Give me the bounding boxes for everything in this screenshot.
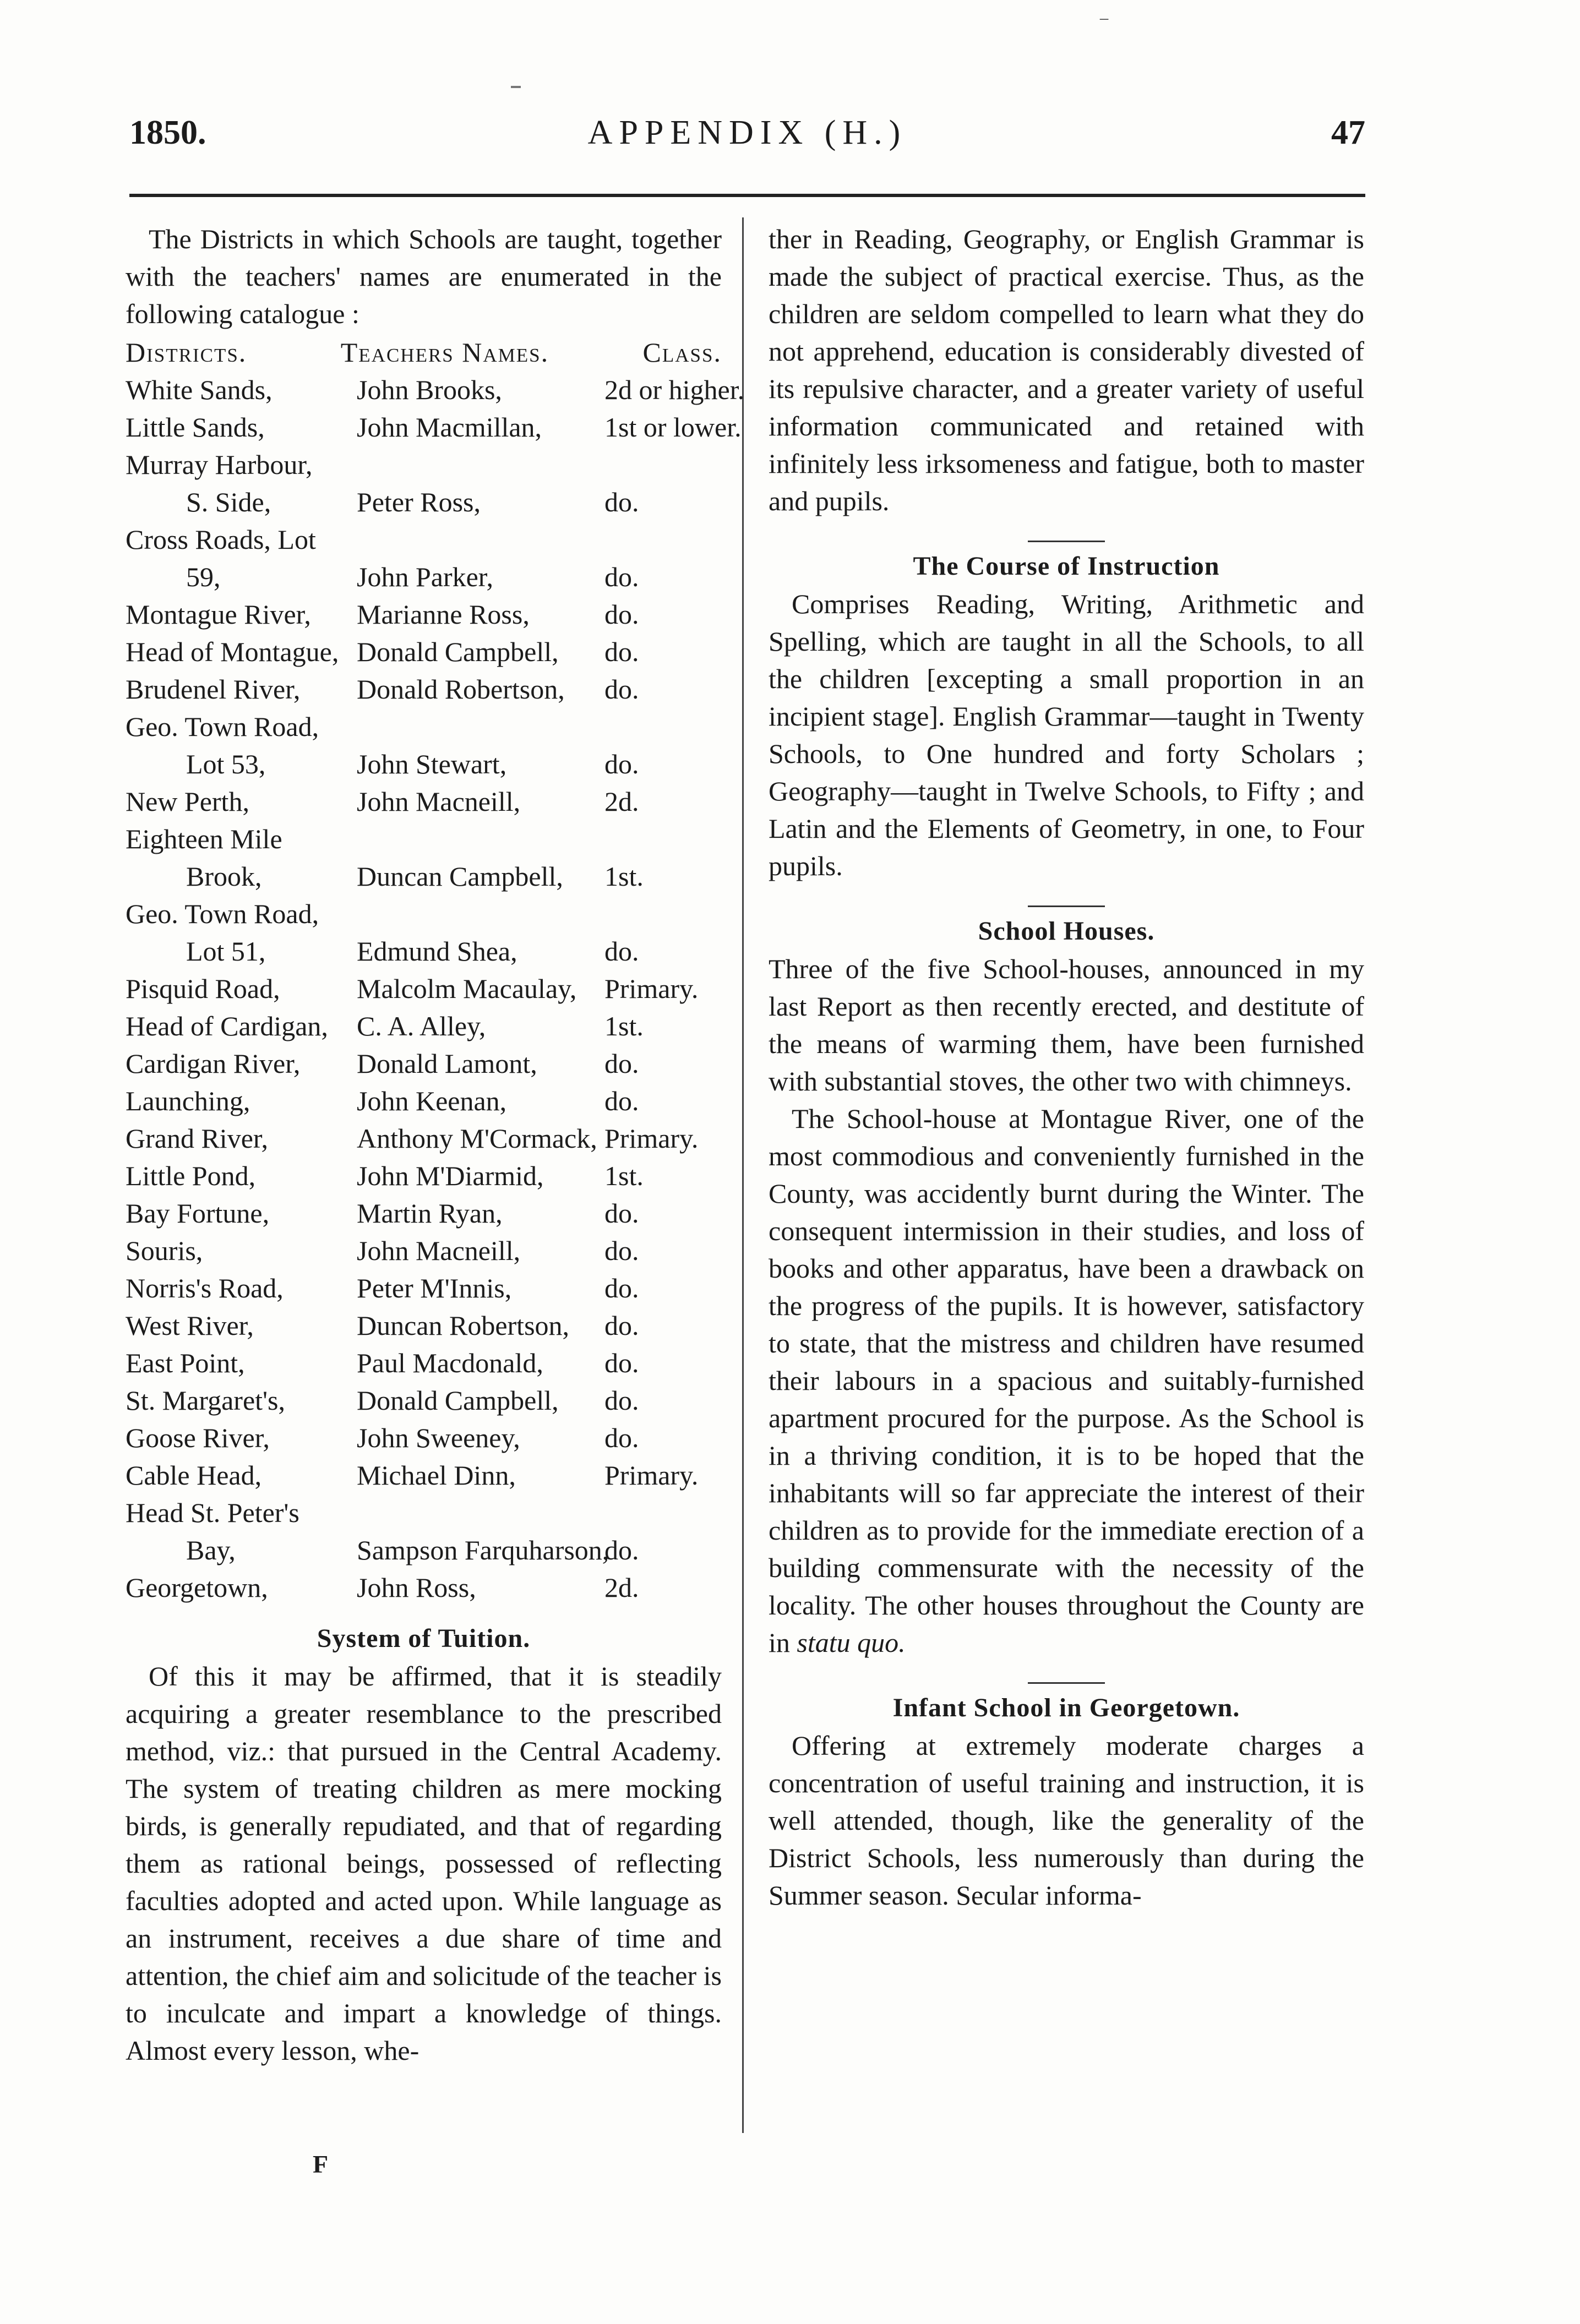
catalog-district: Montague River,	[126, 599, 311, 630]
catalog-teacher: John Macmillan,	[357, 412, 542, 443]
catalog-district: Geo. Town Road,	[126, 898, 319, 929]
catalog-row	[126, 1082, 722, 1120]
catalog-class: do.	[604, 1273, 639, 1303]
catalog-class: 1st.	[604, 1011, 644, 1041]
catalog-teacher: John M'Diarmid,	[357, 1160, 544, 1191]
catalog-class: do.	[604, 1422, 639, 1453]
catalog-district: Pisquid Road,	[126, 973, 280, 1004]
catalog-row	[126, 895, 722, 932]
catalog-teacher: Malcolm Macaulay,	[357, 973, 577, 1004]
catalog-teacher: Edmund Shea,	[357, 936, 517, 967]
catalog-teacher: Sampson Farquharson,	[357, 1535, 609, 1565]
catalog-row	[126, 1232, 722, 1269]
header-title: APPENDIX (H.)	[587, 114, 907, 151]
catalog-teacher: John Ross,	[357, 1572, 476, 1603]
section-rule	[1028, 905, 1105, 907]
catalog-row	[126, 371, 745, 408]
right-column	[769, 220, 1364, 1914]
catalog-district: 59,	[186, 561, 221, 592]
catalog-district: Cable Head,	[126, 1460, 262, 1491]
catalog-row	[126, 446, 722, 483]
catalog-district: Cardigan River,	[126, 1048, 301, 1079]
catalog-district: West River,	[126, 1310, 254, 1341]
column-divider	[742, 217, 744, 2133]
catalog-district: Norris's Road,	[126, 1273, 284, 1303]
page-number: 47	[1331, 114, 1365, 151]
catalog-row	[126, 670, 722, 708]
catalog-class: 1st.	[604, 1160, 644, 1191]
catalog-district: East Point,	[126, 1348, 245, 1378]
catalog-header-district: Districts.	[126, 337, 247, 368]
houses-text-1: Three of the five School-houses, announced in my last Report as then recently erected, and destitute of the means of warming them, have been furnished with substantial stoves, the other two with chimneys.	[769, 953, 1364, 1096]
catalog-district: Head St. Peter's	[126, 1497, 299, 1528]
catalog-district: Cross Roads, Lot	[126, 524, 316, 555]
catalog-class: do.	[604, 636, 639, 667]
catalog-row	[126, 1419, 722, 1456]
catalog-intro: The Districts in which Schools are taught, together with the teachers' names are enumerated in the following catalogue :	[126, 223, 722, 329]
section-rule	[1028, 1682, 1105, 1684]
infant-heading: Infant School in Georgetown.	[892, 1693, 1240, 1722]
catalog-teacher: Paul Macdonald,	[357, 1348, 543, 1378]
catalog-row	[126, 1569, 722, 1606]
catalog-class: do.	[604, 1048, 639, 1079]
catalog-row	[126, 483, 722, 521]
catalog-class: do.	[604, 1198, 639, 1229]
catalog-row	[126, 596, 722, 633]
catalog-row	[126, 1307, 722, 1344]
catalog-class: do.	[604, 1310, 639, 1341]
houses-heading: School Houses.	[978, 916, 1155, 946]
catalog-district: Head of Montague,	[126, 636, 339, 667]
catalog-district: Bay Fortune,	[126, 1198, 270, 1229]
catalog-row	[126, 1531, 722, 1569]
catalog-header-teacher: Teachers Names.	[340, 337, 549, 368]
catalog-teacher: Donald Campbell,	[357, 636, 559, 667]
catalog-row	[126, 858, 722, 895]
catalog-class: do.	[604, 1385, 639, 1416]
catalog-class: do.	[604, 487, 639, 517]
catalog-class: do.	[604, 1348, 639, 1378]
catalog-class: Primary.	[604, 973, 699, 1004]
catalog-row	[126, 1382, 722, 1419]
catalog-class: 2d or higher.	[604, 374, 745, 405]
infant-text: Offering at extremely moderate charges a concentration of useful training and instruction, it is well attended, though, like the generality of the District Schools, less numerously than during the Summer season. Secular informa-	[769, 1730, 1364, 1911]
catalog-district: Lot 53,	[186, 749, 266, 779]
catalog-row	[126, 970, 722, 1007]
tuition-heading: System of Tuition.	[317, 1624, 531, 1653]
catalog-teacher: John Brooks,	[357, 374, 502, 405]
catalog-district: White Sands,	[126, 374, 273, 405]
catalog-teacher: Marianne Ross,	[357, 599, 530, 630]
catalog-district: Murray Harbour,	[126, 449, 313, 480]
catalog-teacher: Duncan Robertson,	[357, 1310, 570, 1341]
catalog-row	[126, 820, 722, 858]
catalog-row	[126, 1344, 722, 1382]
catalog-teacher: Peter Ross,	[357, 487, 481, 517]
catalog-teacher: John Sweeney,	[357, 1422, 520, 1453]
signature-mark: F	[313, 2150, 329, 2178]
catalog-district: Brook,	[186, 861, 262, 892]
catalog-class: 1st.	[604, 861, 644, 892]
catalog-row	[126, 558, 722, 596]
catalog-teacher: John Stewart,	[357, 749, 507, 779]
catalog-district: Geo. Town Road,	[126, 711, 319, 742]
catalog-teacher: Duncan Campbell,	[357, 861, 563, 892]
header-year: 1850.	[129, 114, 206, 151]
catalog-district: Brudenel River,	[126, 674, 301, 705]
catalog-class: 1st or lower.	[604, 412, 742, 443]
catalog-class: do.	[604, 561, 639, 592]
scan-mark: ⁻	[1098, 10, 1110, 35]
course-heading: The Course of Instruction	[913, 552, 1220, 581]
catalog-row	[126, 633, 722, 670]
catalog-district: Little Sands,	[126, 412, 265, 443]
houses-text-2	[769, 1100, 1364, 1661]
catalog-row	[126, 1045, 722, 1082]
catalog-class: do.	[604, 674, 639, 705]
catalog-teacher: John Macneill,	[357, 786, 521, 817]
catalog-class: do.	[604, 1085, 639, 1116]
catalog-class: do.	[604, 1235, 639, 1266]
catalog-class: do.	[604, 1535, 639, 1565]
catalog-row	[126, 1269, 722, 1307]
catalog-district: Lot 51,	[186, 936, 266, 967]
catalog-row	[126, 1194, 722, 1232]
catalog-teacher: Michael Dinn,	[357, 1460, 516, 1491]
scan-dash	[511, 86, 521, 88]
catalog-teacher: Anthony M'Cormack,	[357, 1123, 597, 1154]
catalog-teacher: C. A. Alley,	[357, 1011, 486, 1041]
catalog-row	[126, 408, 742, 446]
course-text: Comprises Reading, Writing, Arithmetic and Spelling, which are taught in all the Schools, to all the children [excepting a small proportion in an incipient stage]. English Grammar—taught in Twenty Schools, to One hundred and forty Scholars ; Geography—taught in Twelve Schools, to Fifty ; and Latin and the Elements of Geometry, in one, to Four pupils.	[769, 588, 1364, 881]
catalog-teacher: Donald Robertson,	[357, 674, 565, 705]
catalog-row	[126, 708, 722, 745]
left-column	[126, 220, 745, 2069]
catalog-row	[126, 783, 722, 820]
catalog-district: Grand River,	[126, 1123, 269, 1154]
section-rule	[1028, 541, 1105, 542]
catalog-district: St. Margaret's,	[126, 1385, 285, 1416]
catalog-row	[126, 1007, 722, 1045]
catalog-district: Goose River,	[126, 1422, 270, 1453]
houses-text-2a: The School-house at Montague River, one of the most commodious and conveniently furnished in the County, was accidently burnt during the Winter. The consequent intermission in their studies, and loss of books and other apparatus, have been a drawback on the progress of the pupils. It is however, satisfactory to state, that the mistress and children have resumed their labours in a spacious and suitably-furnished apartment procured for the purpose. As the School is in a thriving condition, it is to be hoped that the inhabitants will so far appreciate the interest of their children as to provide for the immediate erection of a building commensurate with the necessity of the locality. The other houses throughout the County are in	[769, 1103, 1364, 1658]
catalog-teacher: John Parker,	[357, 561, 493, 592]
catalog-district: Souris,	[126, 1235, 203, 1266]
tuition-text: Of this it may be affirmed, that it is steadily acquiring a greater resemblance to the prescribed method, viz.: that pursued in the Central Academy. The system of treating children as mere mocking birds, is generally repudiated, and that of regarding them as rational beings, possessed of reflecting faculties adopted and acted upon. While language as an instrument, receives a due share of time and attention, the chief aim and solicitude of the teacher is to inculcate and impart a knowledge of things. Almost every lesson, whe-	[126, 1661, 722, 2066]
catalog-header-class: Class.	[642, 337, 722, 368]
catalog-teacher: Peter M'Innis,	[357, 1273, 512, 1303]
catalog-district: Head of Cardigan,	[126, 1011, 328, 1041]
catalog-row	[126, 1157, 722, 1194]
catalog-teacher: Donald Campbell,	[357, 1385, 559, 1416]
catalog-row	[126, 1494, 722, 1531]
catalog-class: do.	[604, 599, 639, 630]
catalog-teacher: Donald Lamont,	[357, 1048, 537, 1079]
catalog-class: 2d.	[604, 786, 639, 817]
catalog-teacher: John Keenan,	[357, 1085, 507, 1116]
catalog-row	[126, 1120, 722, 1157]
catalog-class: 2d.	[604, 1572, 639, 1603]
catalog-header	[126, 334, 722, 371]
catalog-district: Bay,	[186, 1535, 236, 1565]
catalog-district: Little Pond,	[126, 1160, 256, 1191]
catalog-district: Eighteen Mile	[126, 823, 282, 854]
catalog-row	[126, 932, 722, 970]
header-rule	[129, 194, 1365, 197]
catalog-teacher: John Macneill,	[357, 1235, 521, 1266]
catalog-class: do.	[604, 749, 639, 779]
catalog-district: S. Side,	[186, 487, 271, 517]
catalog-class: Primary.	[604, 1460, 699, 1491]
catalog-row	[126, 745, 722, 783]
catalog-row	[126, 1456, 722, 1494]
continuation-text: ther in Reading, Geography, or English Grammar is made the subject of practical exercise. Thus, as the children are seldom compelled to learn what they do not apprehend, education is considerably divested of its repulsive character, and a greater variety of useful information communicated and retained with infinitely less irksomeness and fatigue, both to master and pupils.	[769, 223, 1364, 516]
catalog-class: do.	[604, 936, 639, 967]
page-header	[129, 113, 1365, 157]
catalog-teacher: Martin Ryan,	[357, 1198, 503, 1229]
houses-text-2b: statu quo.	[797, 1627, 906, 1658]
catalog-row	[126, 521, 722, 558]
catalog-district: Launching,	[126, 1085, 250, 1116]
catalog-district: Georgetown,	[126, 1572, 268, 1603]
school-catalog	[126, 371, 745, 1606]
catalog-class: Primary.	[604, 1123, 699, 1154]
catalog-district: New Perth,	[126, 786, 249, 817]
